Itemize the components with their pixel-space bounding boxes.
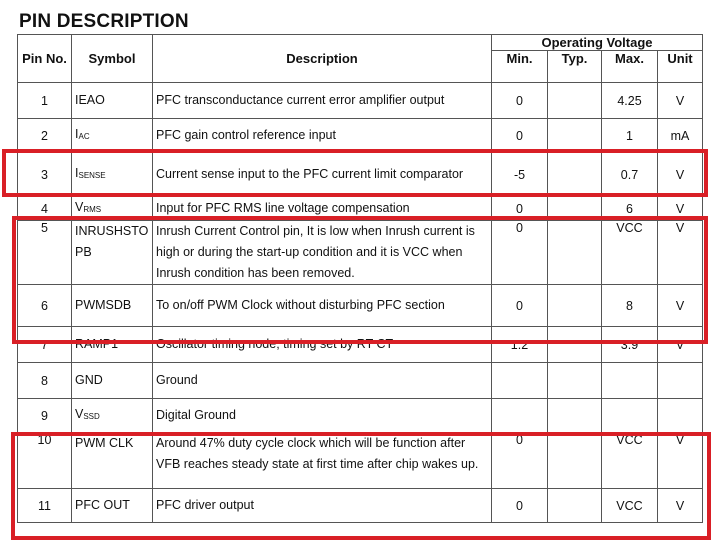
max-cell: 8 bbox=[602, 285, 658, 327]
typ-cell bbox=[548, 153, 602, 197]
symbol-cell bbox=[72, 119, 153, 153]
header-max: Max. bbox=[602, 51, 658, 83]
table-row bbox=[18, 399, 703, 433]
table-row bbox=[18, 83, 703, 119]
header-description: Description bbox=[153, 35, 492, 83]
typ-cell bbox=[548, 489, 602, 523]
min-cell: 1.2 bbox=[492, 327, 548, 363]
symbol-text: INRUSHSTOPB bbox=[75, 224, 149, 259]
symbol-cell bbox=[72, 285, 153, 327]
description-cell: Input for PFC RMS line voltage compensation bbox=[153, 197, 492, 221]
symbol-subscript: SSD bbox=[83, 412, 100, 421]
min-cell: -5 bbox=[492, 153, 548, 197]
pin-rows bbox=[18, 83, 703, 523]
pin-number-cell: 2 bbox=[18, 119, 72, 153]
unit-cell: V bbox=[658, 433, 703, 489]
typ-cell bbox=[548, 119, 602, 153]
symbol-text: GND bbox=[75, 373, 103, 387]
symbol-cell bbox=[72, 83, 153, 119]
description-cell: Ground bbox=[153, 363, 492, 399]
typ-cell bbox=[548, 363, 602, 399]
header-typ: Typ. bbox=[548, 51, 602, 83]
description-cell: Digital Ground bbox=[153, 399, 492, 433]
pin-number-cell: 1 bbox=[18, 83, 72, 119]
max-cell bbox=[602, 363, 658, 399]
symbol-cell bbox=[72, 327, 153, 363]
max-cell: 1 bbox=[602, 119, 658, 153]
typ-cell bbox=[548, 433, 602, 489]
unit-cell: V bbox=[658, 327, 703, 363]
typ-cell bbox=[548, 285, 602, 327]
symbol-cell bbox=[72, 433, 153, 489]
min-cell: 0 bbox=[492, 119, 548, 153]
pin-number-cell: 4 bbox=[18, 197, 72, 221]
section-title: PIN DESCRIPTION bbox=[19, 11, 189, 32]
symbol-subscript: RMS bbox=[83, 205, 102, 214]
header-unit: Unit bbox=[658, 51, 703, 83]
min-cell: 0 bbox=[492, 197, 548, 221]
max-cell bbox=[602, 399, 658, 433]
unit-cell: V bbox=[658, 285, 703, 327]
symbol-text: I bbox=[75, 166, 79, 180]
description-cell: Inrush Current Control pin, It is low when Inrush current is high or during the start-up condition and it is VCC when Inrush condition has been removed. bbox=[153, 221, 492, 285]
symbol-text: I bbox=[75, 127, 79, 141]
pin-number-cell: 9 bbox=[18, 399, 72, 433]
symbol-text: PWM CLK bbox=[75, 436, 134, 450]
symbol-cell bbox=[72, 399, 153, 433]
header-min: Min. bbox=[492, 51, 548, 83]
pin-number-cell: 5 bbox=[18, 221, 72, 285]
max-cell: VCC bbox=[602, 489, 658, 523]
pin-number-cell: 8 bbox=[18, 363, 72, 399]
description-cell: PFC driver output bbox=[153, 489, 492, 523]
pin-number-cell: 6 bbox=[18, 285, 72, 327]
symbol-text: PFC OUT bbox=[75, 498, 130, 512]
unit-cell bbox=[658, 399, 703, 433]
pin-number-cell: 3 bbox=[18, 153, 72, 197]
min-cell: 0 bbox=[492, 489, 548, 523]
pin-description-table bbox=[17, 34, 703, 523]
min-cell: 0 bbox=[492, 433, 548, 489]
symbol-cell bbox=[72, 153, 153, 197]
table-row bbox=[18, 285, 703, 327]
pin-number-cell: 7 bbox=[18, 327, 72, 363]
typ-cell bbox=[548, 197, 602, 221]
min-cell bbox=[492, 399, 548, 433]
symbol-cell bbox=[72, 363, 153, 399]
symbol-text: RAMP1 bbox=[75, 337, 119, 351]
symbol-text: V bbox=[75, 200, 84, 214]
symbol-subscript: SENSE bbox=[78, 171, 106, 180]
max-cell: 3.9 bbox=[602, 327, 658, 363]
unit-cell: V bbox=[658, 489, 703, 523]
min-cell bbox=[492, 363, 548, 399]
typ-cell bbox=[548, 83, 602, 119]
unit-cell: V bbox=[658, 221, 703, 285]
unit-cell bbox=[658, 363, 703, 399]
symbol-text: IEAO bbox=[75, 93, 105, 107]
symbol-text: PWMSDB bbox=[75, 298, 132, 312]
table-row bbox=[18, 433, 703, 489]
header-operating-voltage: Operating Voltage bbox=[492, 35, 703, 51]
pin-number-cell: 10 bbox=[18, 433, 72, 489]
description-cell: Oscillator timing node; timing set by RT CT bbox=[153, 327, 492, 363]
header-symbol: Symbol bbox=[72, 35, 153, 83]
typ-cell bbox=[548, 399, 602, 433]
min-cell: 0 bbox=[492, 221, 548, 285]
unit-cell: mA bbox=[658, 119, 703, 153]
table-row bbox=[18, 221, 703, 285]
description-cell: Current sense input to the PFC current limit comparator bbox=[153, 153, 492, 197]
table-row bbox=[18, 327, 703, 363]
description-cell: PFC gain control reference input bbox=[153, 119, 492, 153]
max-cell: 0.7 bbox=[602, 153, 658, 197]
typ-cell bbox=[548, 327, 602, 363]
table-row bbox=[18, 119, 703, 153]
description-cell: PFC transconductance current error amplifier output bbox=[153, 83, 492, 119]
min-cell: 0 bbox=[492, 285, 548, 327]
max-cell: VCC bbox=[602, 221, 658, 285]
table-row bbox=[18, 489, 703, 523]
unit-cell: V bbox=[658, 153, 703, 197]
symbol-subscript: AC bbox=[78, 132, 90, 141]
max-cell: VCC bbox=[602, 433, 658, 489]
description-cell: To on/off PWM Clock without disturbing PFC section bbox=[153, 285, 492, 327]
typ-cell bbox=[548, 221, 602, 285]
table-row bbox=[18, 197, 703, 221]
min-cell: 0 bbox=[492, 83, 548, 119]
symbol-cell bbox=[72, 489, 153, 523]
symbol-cell bbox=[72, 197, 153, 221]
pin-number-cell: 11 bbox=[18, 489, 72, 523]
description-cell: Around 47% duty cycle clock which will be function after VFB reaches steady state at first time after chip wakes up. bbox=[153, 433, 492, 489]
max-cell: 6 bbox=[602, 197, 658, 221]
unit-cell: V bbox=[658, 197, 703, 221]
symbol-text: V bbox=[75, 407, 84, 421]
header-pin-no: Pin No. bbox=[18, 35, 72, 83]
unit-cell: V bbox=[658, 83, 703, 119]
max-cell: 4.25 bbox=[602, 83, 658, 119]
table-row bbox=[18, 153, 703, 197]
table-row bbox=[18, 363, 703, 399]
symbol-cell bbox=[72, 221, 153, 285]
